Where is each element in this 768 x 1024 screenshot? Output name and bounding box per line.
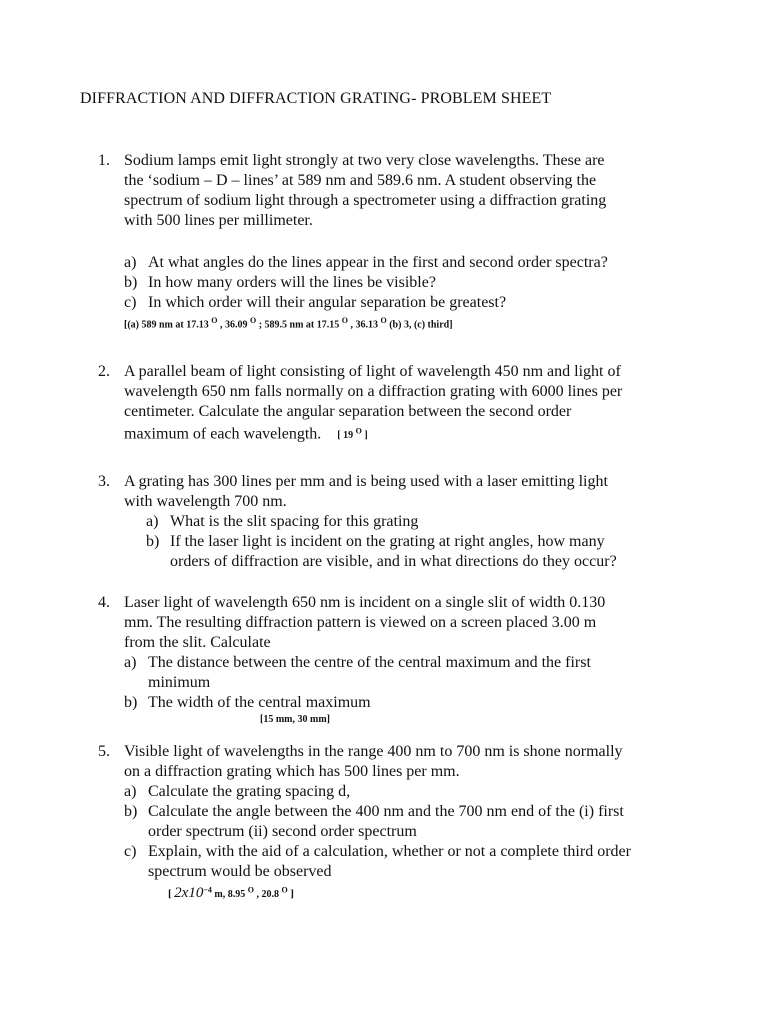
- part-label: a): [124, 783, 137, 800]
- part-label: a): [124, 254, 137, 271]
- part-label: c): [124, 294, 137, 311]
- question-text: [124, 151, 684, 231]
- answer-text: (b) 3, (c) third]: [389, 319, 453, 331]
- question-number: 2.: [98, 363, 110, 380]
- part-text: In which order will their angular separation be greatest?: [148, 294, 507, 311]
- question-text: [124, 742, 684, 782]
- question-part-continued: minimum: [148, 674, 211, 691]
- text-line: A parallel beam of light consisting of light of wavelength 450 nm and light of: [124, 363, 621, 380]
- text-line: Visible light of wavelengths in the range 400 nm to 700 nm is shone normally: [124, 743, 623, 760]
- answer-math: 2x10: [174, 885, 204, 901]
- answer-text: , 36.13: [350, 319, 378, 331]
- question-parts: [124, 782, 704, 882]
- question-part-continued: order spectrum (ii) second order spectrum: [148, 823, 417, 840]
- answer-key: [124, 316, 453, 330]
- question-part: [146, 532, 726, 552]
- text-line: A grating has 300 lines per mm and is being used with a laser emitting light: [124, 473, 608, 490]
- degree-mark: O: [247, 885, 254, 895]
- text-line: [124, 422, 684, 446]
- degree-mark: O: [281, 885, 288, 895]
- answer-text: , 36.09: [219, 319, 248, 331]
- text-line: spectrum of sodium light through a spectrometer using a diffraction grating: [124, 192, 607, 209]
- text-line: the ‘sodium – D – lines’ at 589 nm and 589.6 nm. A student observing the: [124, 172, 597, 189]
- question-parts: [146, 512, 726, 572]
- answer-text: [ 19: [337, 430, 354, 442]
- answer-key: [168, 885, 294, 902]
- part-text: Calculate the angle between the 400 nm and the 700 nm end of the (i) first: [148, 803, 624, 820]
- part-label: c): [124, 843, 137, 860]
- degree-mark: O: [249, 316, 257, 325]
- question-text: [124, 593, 684, 653]
- question-part: [124, 293, 704, 313]
- degree-mark: O: [211, 316, 218, 325]
- answer-text: m, 8.95: [214, 889, 246, 900]
- part-label: a): [146, 513, 159, 530]
- part-text: If the laser light is incident on the grating at right angles, how many: [170, 533, 605, 550]
- question-part: [124, 253, 704, 273]
- answer-text: [(a) 589 nm at 17.13: [124, 319, 209, 331]
- part-text: In how many orders will the lines be visible?: [148, 274, 436, 291]
- text-line: centimeter. Calculate the angular separation between the second order: [124, 403, 572, 420]
- part-label: b): [124, 274, 138, 291]
- text-line: on a diffraction grating which has 500 lines per mm.: [124, 763, 460, 780]
- degree-mark: O: [341, 316, 348, 325]
- answer-text: [: [168, 888, 172, 900]
- part-label: b): [124, 803, 138, 820]
- answer-text: ; 589.5 nm at 17.15: [258, 319, 340, 331]
- question-number: 5.: [98, 743, 110, 760]
- question-number: 4.: [98, 594, 110, 611]
- answer-text: ]: [290, 888, 294, 900]
- answer-key: [15 mm, 30 mm]: [260, 714, 330, 725]
- question-number: 3.: [98, 473, 110, 490]
- degree-mark: O: [380, 316, 387, 325]
- question-part-continued: orders of diffraction are visible, and in what directions do they occur?: [170, 553, 617, 570]
- part-label: b): [146, 533, 160, 550]
- question-text: [124, 472, 684, 512]
- question-part: [124, 802, 704, 822]
- question-part-continued: spectrum would be observed: [148, 863, 332, 880]
- text-line: with 500 lines per millimeter.: [124, 212, 313, 229]
- part-label: b): [124, 694, 138, 711]
- part-text: What is the slit spacing for this grating: [170, 513, 419, 530]
- page-title: DIFFRACTION AND DIFFRACTION GRATING- PROBLEM SHEET: [80, 90, 552, 107]
- text-line: from the slit. Calculate: [124, 634, 271, 651]
- text-line: mm. The resulting diffraction pattern is viewed on a screen placed 3.00 m: [124, 614, 597, 631]
- answer-text: , 20.8: [256, 889, 279, 900]
- part-text: Calculate the grating spacing d,: [148, 783, 351, 800]
- text-line-content: maximum of each wavelength.: [124, 425, 322, 443]
- question-part: [124, 693, 704, 713]
- question-part: [124, 782, 704, 802]
- degree-mark: O: [355, 427, 362, 436]
- answer-key: [337, 427, 368, 442]
- part-label: a): [124, 654, 137, 671]
- question-part: [124, 842, 704, 862]
- part-text: At what angles do the lines appear in the first and second order spectra?: [148, 254, 608, 271]
- part-text: The width of the central maximum: [148, 694, 371, 711]
- question-part: [124, 653, 704, 673]
- question-part: [146, 512, 726, 532]
- text-line: Laser light of wavelength 650 nm is incident on a single slit of width 0.130: [124, 594, 606, 611]
- answer-text: ]: [364, 430, 368, 442]
- text-line: with wavelength 700 nm.: [124, 493, 287, 510]
- part-text: The distance between the centre of the central maximum and the first: [148, 654, 591, 671]
- part-text: Explain, with the aid of a calculation, whether or not a complete third order: [148, 843, 631, 860]
- question-part: [124, 273, 704, 293]
- question-text: [124, 362, 684, 446]
- answer-exponent: −4: [203, 885, 212, 895]
- text-line: wavelength 650 nm falls normally on a diffraction grating with 6000 lines per: [124, 383, 623, 400]
- question-parts: [124, 253, 704, 313]
- question-number: 1.: [98, 152, 110, 169]
- question-parts: [124, 653, 704, 713]
- text-line: Sodium lamps emit light strongly at two very close wavelengths. These are: [124, 152, 605, 169]
